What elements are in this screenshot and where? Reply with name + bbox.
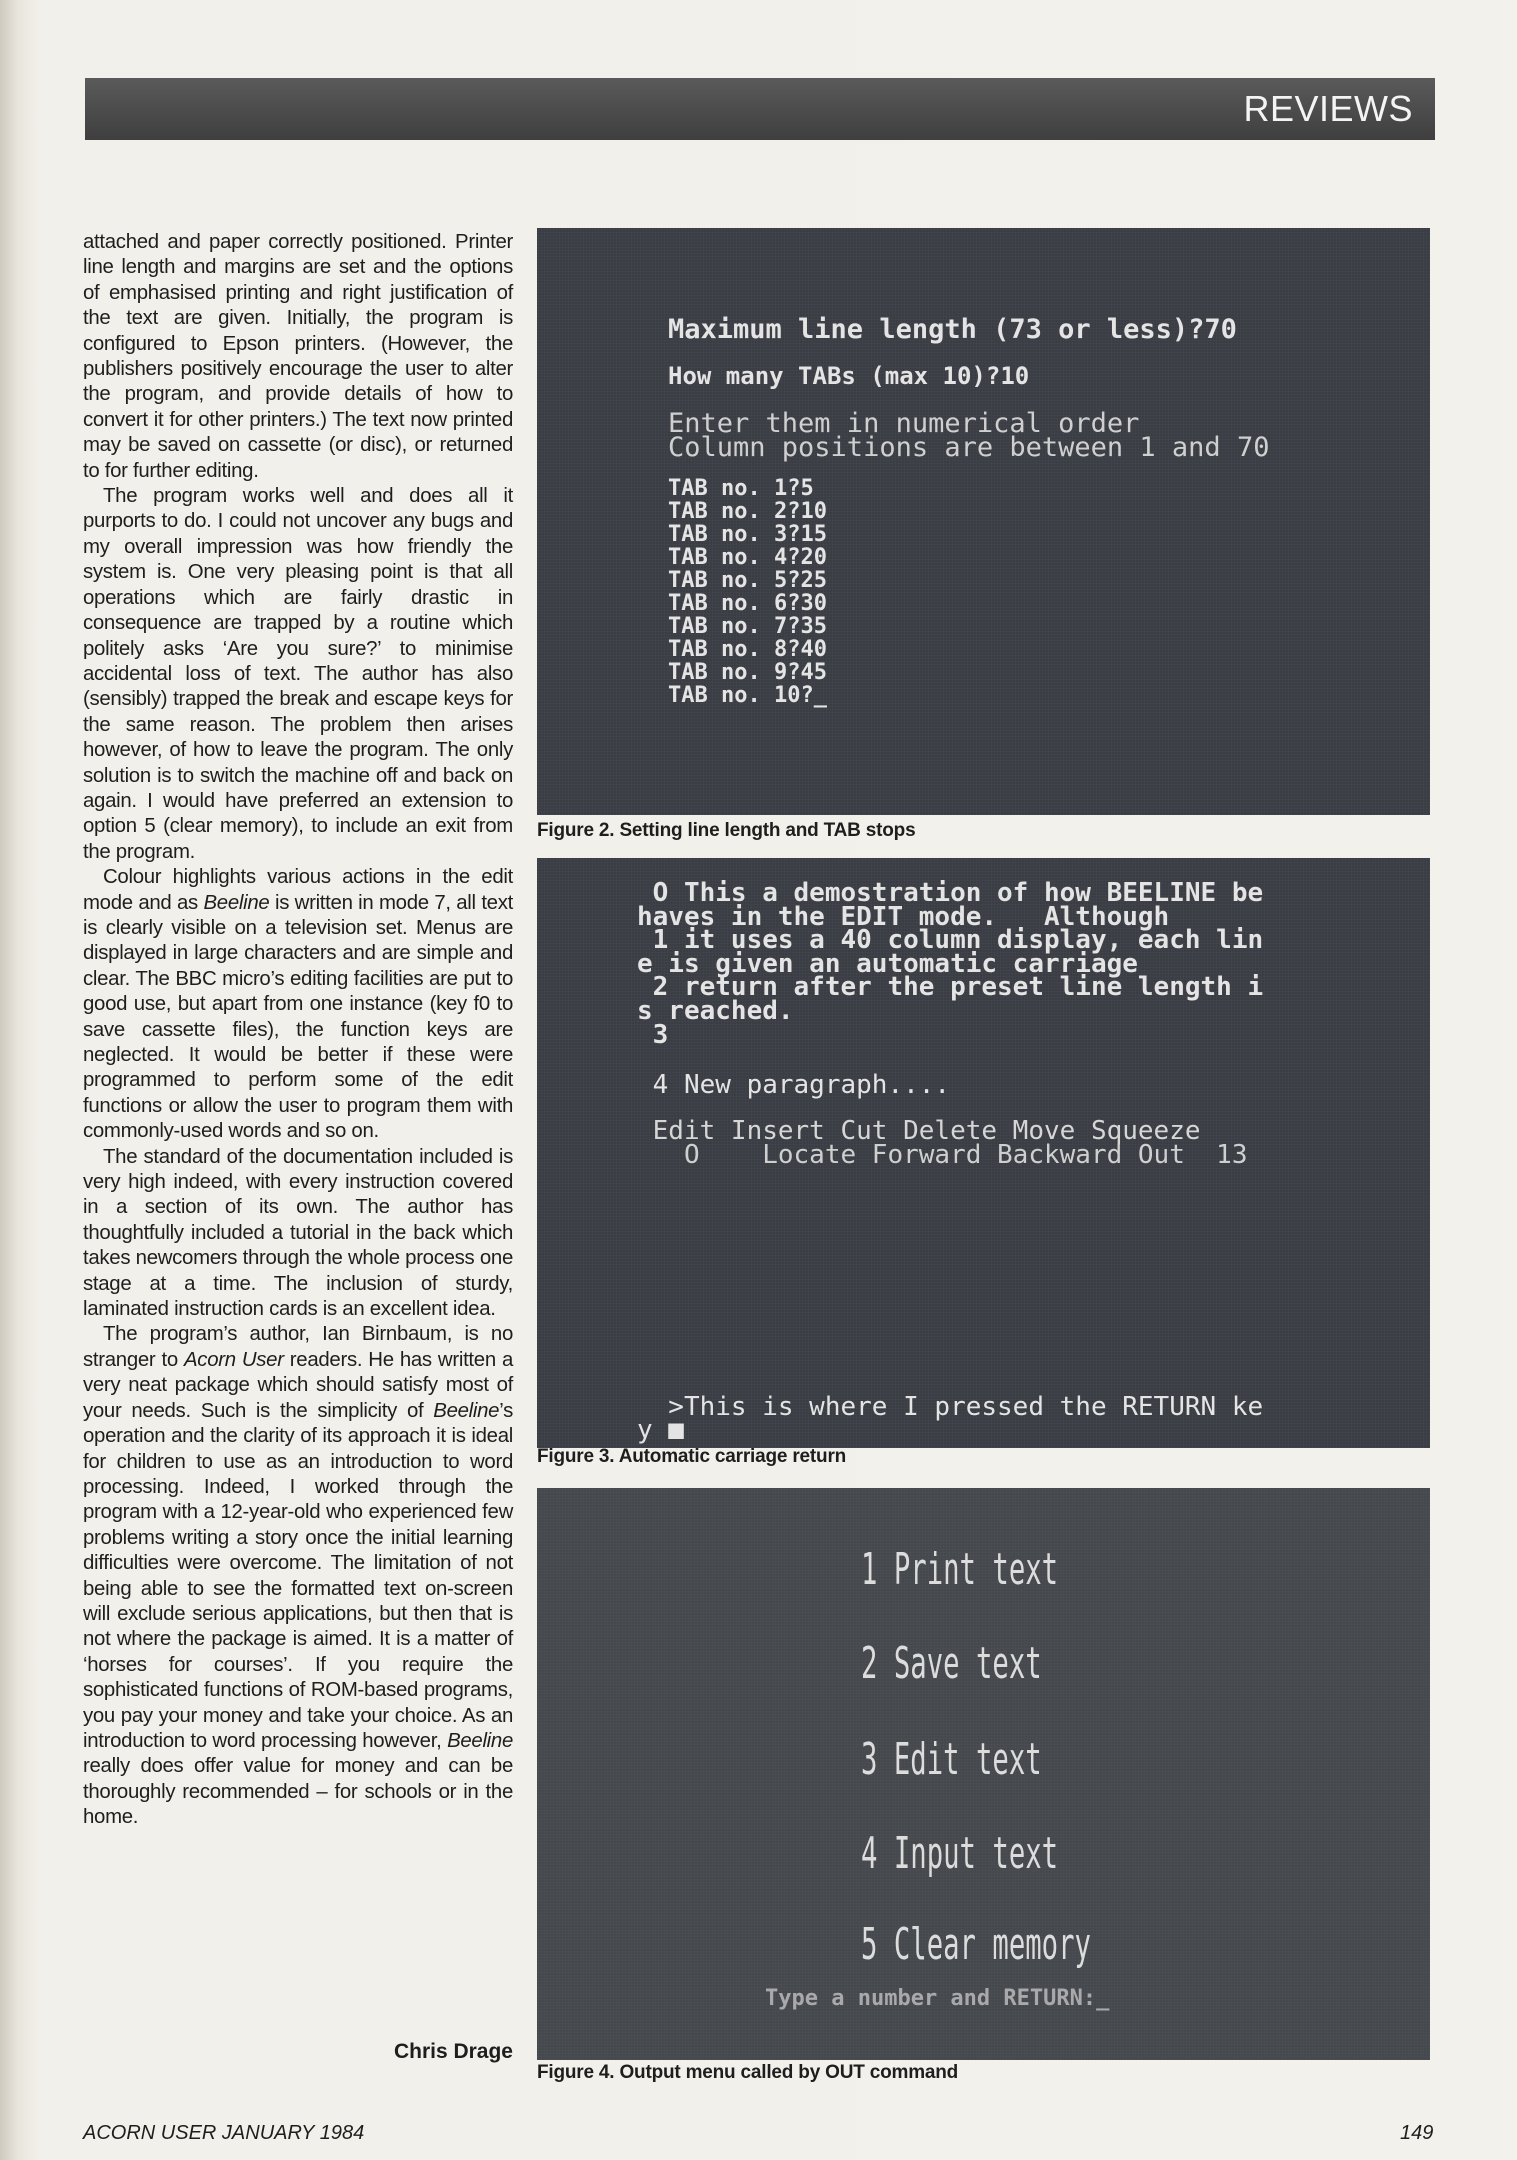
tab-stop-line: TAB no. 10?_ bbox=[668, 683, 827, 708]
edit-text-line: s reached. bbox=[637, 996, 794, 1026]
author-byline: Chris Drage bbox=[393, 2040, 513, 2063]
menu-item-edit-text: 3 Edit text bbox=[861, 1734, 1042, 1785]
footer-page-number: 149 bbox=[1400, 2122, 1434, 2144]
menu-item-save-text: 2 Save text bbox=[861, 1638, 1042, 1689]
tab-stop-line: TAB no. 9?45 bbox=[668, 660, 827, 685]
article-paragraph bbox=[83, 230, 513, 484]
article-paragraph bbox=[83, 484, 513, 865]
menu-item-clear-memory: 5 Clear memory bbox=[861, 1919, 1091, 1970]
edit-menu-line: Edit Insert Cut Delete Move Squeeze bbox=[637, 1116, 1201, 1146]
text-run: The program’s author, Ian Birnbaum, is no stranger to bbox=[83, 1323, 513, 1371]
menu-item-input-text: 4 Input text bbox=[861, 1828, 1059, 1879]
tab-stop-line: TAB no. 3?15 bbox=[668, 522, 827, 547]
figure-2-caption: Figure 2. Setting line length and TAB stops bbox=[537, 820, 916, 841]
text-run: The standard of the documentation included is very high indeed, with every instruction covered in a section of its own. The author has thoughtfully included a tutorial in the back which takes newcomers through the whole process one stage at a time. The inclusion of sturdy, laminated instruction cards is an excellent idea. bbox=[83, 1145, 513, 1321]
return-line: y ■ bbox=[637, 1415, 684, 1445]
text-run: readers. He has written a very neat package which should satisfy most of your needs. Such is the simplicity of bbox=[83, 1348, 514, 1422]
edit-text-line: 3 bbox=[637, 1019, 669, 1050]
tab-stop-line: TAB no. 6?30 bbox=[668, 591, 827, 616]
menu-prompt: Type a number and RETURN:_ bbox=[765, 1986, 1110, 2011]
edit-text-line: e is given an automatic carriage bbox=[637, 948, 1138, 979]
tab-stop-line: TAB no. 4?20 bbox=[668, 545, 827, 570]
figure-3-caption: Figure 3. Automatic carriage return bbox=[537, 1446, 847, 1467]
footer-publication: ACORN USER JANUARY 1984 bbox=[83, 2122, 365, 2144]
article-paragraph bbox=[83, 1322, 513, 1830]
figure-2-screenshot bbox=[537, 228, 1430, 815]
figure-4-caption: Figure 4. Output menu called by OUT command bbox=[537, 2062, 959, 2083]
edit-text-line: O This a demostration of how BEELINE be bbox=[637, 878, 1264, 908]
tab-stop-line: TAB no. 1?5 bbox=[668, 476, 814, 501]
tab-stop-line: TAB no. 2?10 bbox=[668, 499, 827, 524]
text-run: attached and paper correctly positioned. Printer line length and margins are set and the options of emphasised printing and right justification of the text are given. Initially, the program is configured to Epson printers. (However, the publishers positively encourage the user to alter the program, and provide details of how to convert it for other printers.) The text now printed may be saved on cassette (or disc), or returned to for further editing. bbox=[83, 231, 513, 482]
return-line: >This is where I pressed the RETURN ke bbox=[637, 1392, 1264, 1422]
italic-title: Beeline bbox=[203, 891, 270, 914]
figure-3-screenshot bbox=[537, 858, 1430, 1448]
text-run: The program works well and does all it purports to do. I could not uncover any bugs and my overall impression was how friendly the system is. One very pleasing point is that all operations which are fairly drastic in consequence are trapped by a routine which politely asks ‘Are you sure?’ to minimise accidental loss of text. The author has also (sensibly) trapped the break and escape keys for the same reason. The problem then arises however, of how to leave the program. The only solution is to switch the machine off and back on again. I would have preferred an extension to option 5 (clear memory), to include an exit from the program. bbox=[83, 485, 513, 863]
edit-menu-line: O Locate Forward Backward Out 13 bbox=[637, 1140, 1248, 1170]
tab-stop-line: TAB no. 5?25 bbox=[668, 568, 827, 593]
screen-line: Enter them in numerical order bbox=[668, 408, 1140, 439]
edit-text-line: 2 return after the preset line length i bbox=[637, 972, 1264, 1003]
menu-item-print-text: 1 Print text bbox=[861, 1544, 1059, 1595]
screen-line: Maximum line length (73 or less)?70 bbox=[668, 314, 1237, 345]
text-run: really does offer value for money and can be thoroughly recommended – for schools or in the home. bbox=[83, 1755, 513, 1829]
figure-4-screenshot bbox=[537, 1488, 1430, 2060]
article-paragraph bbox=[83, 865, 513, 1144]
screen-line: Column positions are between 1 and 70 bbox=[668, 432, 1270, 463]
tab-stop-line: TAB no. 7?35 bbox=[668, 614, 827, 639]
italic-title: Beeline bbox=[447, 1729, 513, 1752]
article-body bbox=[83, 230, 513, 1831]
section-title: REVIEWS bbox=[1243, 88, 1413, 129]
edit-text-line: haves in the EDIT mode. Although bbox=[637, 901, 1170, 932]
tab-stop-line: TAB no. 8?40 bbox=[668, 637, 827, 662]
screen-line: How many TABs (max 10)?10 bbox=[668, 362, 1030, 390]
text-run: ’s operation and the clarity of its approach it is ideal for children to use as an introduction to word processing. Indeed, I worked through the program with a 12-year-old who experienced few problems writing a story once the initial learning difficulties were overcome. The limitation of not being able to see the formatted text on-screen will exclude serious applications, but then that is not where the package is aimed. It is a matter of ‘horses for courses’. If you require the sophisticated functions of ROM-based programs, you pay your money and take your choice. As an introduction to word processing however, bbox=[83, 1399, 513, 1752]
article-paragraph bbox=[83, 1145, 513, 1323]
edit-text-line: 1 it uses a 40 column display, each lin bbox=[637, 925, 1264, 956]
new-paragraph-line: 4 New paragraph.... bbox=[637, 1070, 951, 1100]
italic-title: Beeline bbox=[433, 1399, 500, 1422]
italic-title: Acorn User bbox=[184, 1348, 284, 1371]
text-run: Colour highlights various actions in the edit mode and as bbox=[83, 866, 513, 914]
text-run: is written in mode 7, all text is clearly visible on a television set. Menus are displayed in large characters and are simple and clear. The BBC micro’s editing facilities are put to good use, but apart from one instance (key f0 to save cassette files), the function keys are neglected. It would be better if these were programmed to perform some of the edit functions or allow the user to program them with commonly-used words and so on. bbox=[83, 891, 513, 1143]
section-header-bar bbox=[85, 78, 1435, 140]
